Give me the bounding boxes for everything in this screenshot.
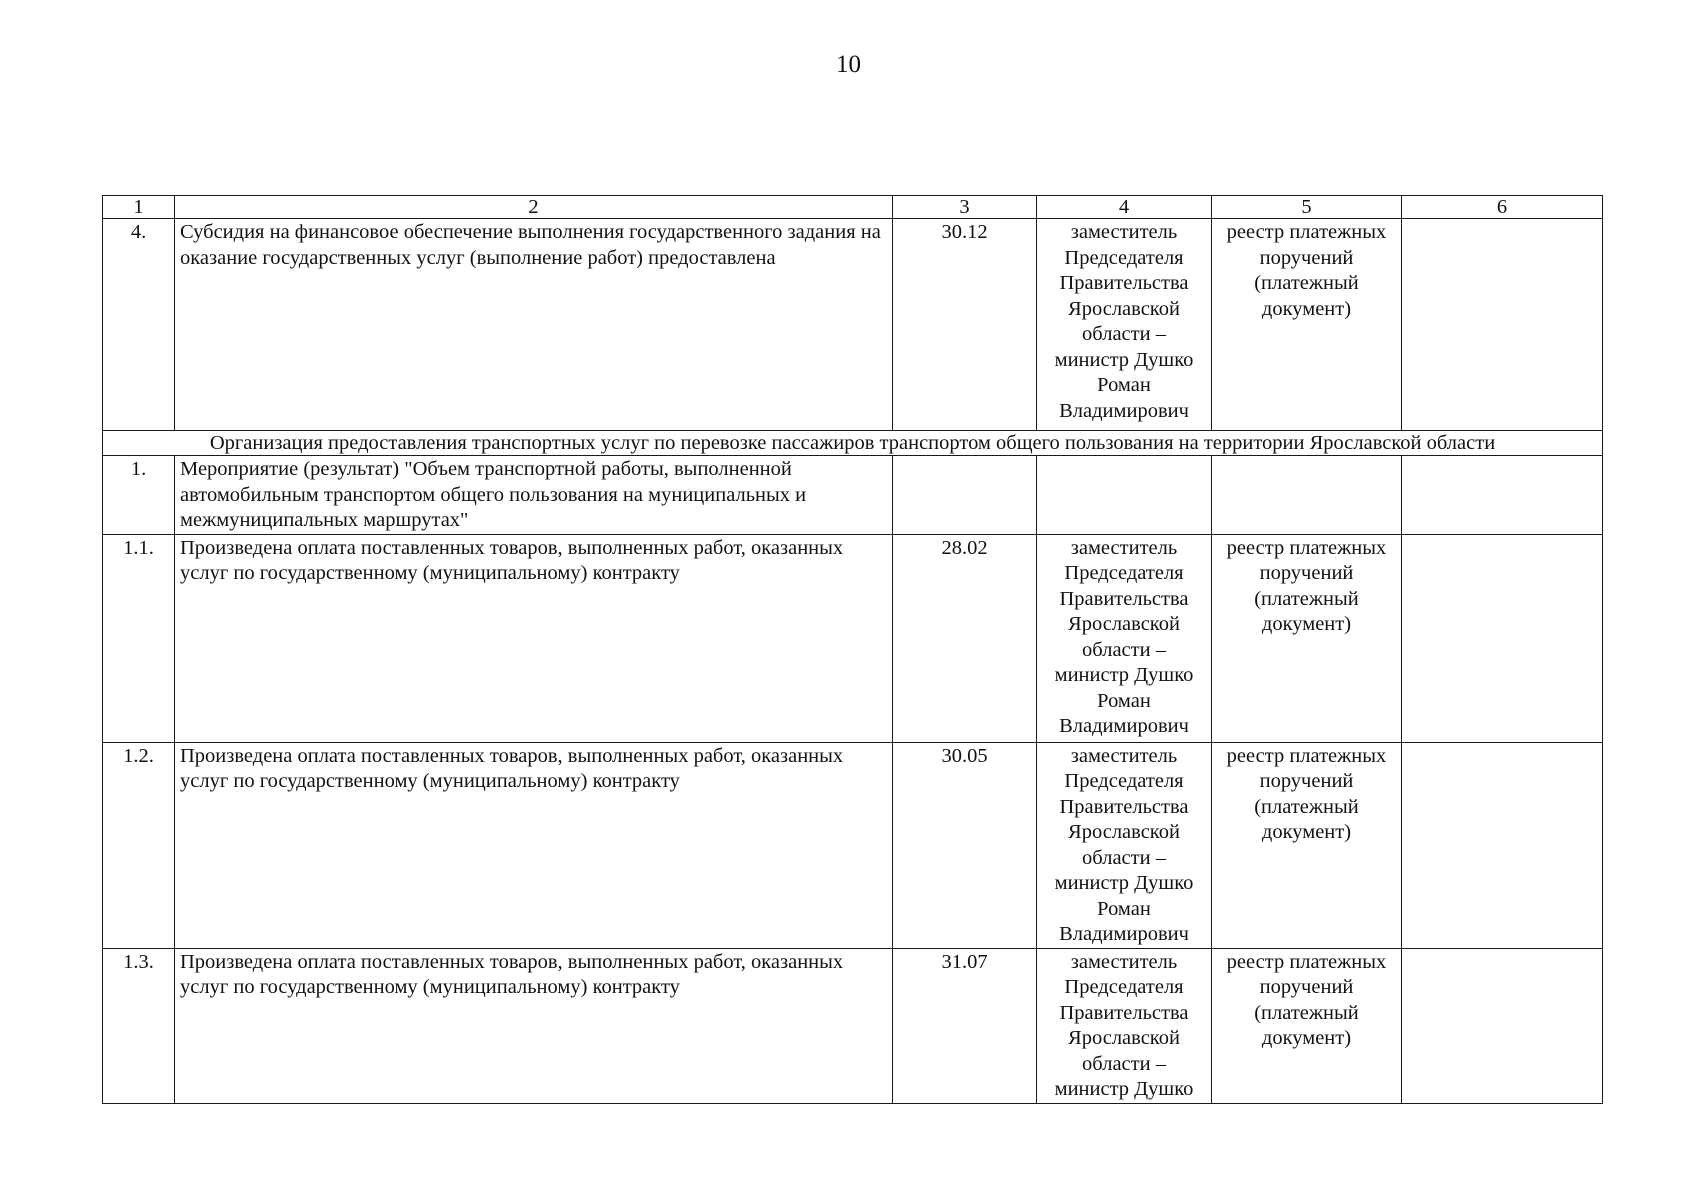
row-responsible-line: области – xyxy=(1082,323,1166,345)
section-row xyxy=(103,431,1603,456)
row-extra-cell xyxy=(1402,534,1603,742)
row-description-cell: Произведена оплата поставленных товаров, выполненных работ, оказанных услуг по государственному (муниципальному) контракту xyxy=(175,534,893,742)
row-number-cell: 4. xyxy=(103,219,175,431)
row-responsible-line: заместитель xyxy=(1070,536,1178,559)
column-number-row xyxy=(103,196,1603,219)
row-document-line: (платежный xyxy=(1254,795,1359,818)
row-responsible-line: Правительства xyxy=(1059,587,1189,610)
row-responsible-line: Владимирович xyxy=(1059,399,1189,422)
row-extra-cell xyxy=(1402,948,1603,1103)
row-responsible-line: заместитель xyxy=(1070,950,1178,973)
row-document-cell xyxy=(1212,456,1402,535)
row-responsible-cell xyxy=(1037,219,1212,431)
row-document-line: реестр платежных xyxy=(1226,536,1387,559)
row-document-cell xyxy=(1212,742,1402,948)
column-number-header: 5 xyxy=(1212,196,1402,219)
row-number-cell: 1.1. xyxy=(103,534,175,742)
row-document-line: поручений xyxy=(1259,562,1354,584)
row-date-cell: 30.05 xyxy=(893,742,1037,948)
row-responsible-line: Председателя xyxy=(1064,246,1184,269)
column-number-header: 3 xyxy=(893,196,1037,219)
row-document-line: реестр платежных xyxy=(1226,950,1387,973)
row-document-line: поручений xyxy=(1259,246,1354,269)
plan-table xyxy=(102,195,1603,1104)
column-number-header: 4 xyxy=(1037,196,1212,219)
row-responsible-line: министр Душко xyxy=(1054,348,1194,371)
row-document-line: документ) xyxy=(1261,613,1352,635)
table-row xyxy=(103,534,1603,742)
row-document-cell xyxy=(1212,534,1402,742)
column-number-header: 6 xyxy=(1402,196,1603,219)
row-responsible-line: области – xyxy=(1082,846,1166,869)
column-number-header: 2 xyxy=(175,196,893,219)
row-description-cell: Мероприятие (результат) "Объем транспортной работы, выполненной автомобильным транспортом общего пользования на муниципальных и межмуниципальных маршрутах" xyxy=(175,456,893,535)
row-date-cell: 31.07 xyxy=(893,948,1037,1103)
row-document-line: (платежный xyxy=(1254,272,1359,294)
row-date-cell xyxy=(893,456,1037,535)
row-responsible-line: Ярославской xyxy=(1068,821,1180,843)
row-responsible-line: Роман xyxy=(1097,897,1151,920)
row-responsible-line: заместитель xyxy=(1070,744,1178,767)
row-responsible-line: Роман xyxy=(1097,374,1151,396)
row-number-cell: 1.2. xyxy=(103,742,175,948)
row-responsible-line: Правительства xyxy=(1059,272,1189,294)
row-responsible-line: Ярославской xyxy=(1068,297,1180,320)
row-description-cell: Произведена оплата поставленных товаров, выполненных работ, оказанных услуг по государственному (муниципальному) контракту xyxy=(175,742,893,948)
row-extra-cell xyxy=(1402,219,1603,431)
row-document-line: (платежный xyxy=(1254,587,1359,610)
row-responsible-line: министр Душко xyxy=(1054,872,1194,894)
row-responsible-line: области – xyxy=(1082,638,1166,661)
row-document-line: поручений xyxy=(1259,770,1354,792)
row-number-cell: 1. xyxy=(103,456,175,535)
row-responsible-cell xyxy=(1037,948,1212,1103)
row-responsible-line: Ярославской xyxy=(1068,613,1180,635)
row-extra-cell xyxy=(1402,456,1603,535)
row-responsible-line: Правительства xyxy=(1059,1001,1189,1024)
row-responsible-line: области – xyxy=(1082,1052,1166,1075)
table-row xyxy=(103,219,1603,431)
section-title: Организация предоставления транспортных услуг по перевозке пассажиров транспортом общего пользования на территории Ярославской области xyxy=(103,431,1603,456)
row-date-cell: 30.12 xyxy=(893,219,1037,431)
row-responsible-line: Председателя xyxy=(1064,770,1184,792)
row-responsible-line: заместитель xyxy=(1070,221,1178,243)
row-responsible-line: Председателя xyxy=(1064,562,1184,584)
row-responsible-line: Правительства xyxy=(1059,795,1189,818)
row-responsible-line: Ярославской xyxy=(1068,1027,1180,1049)
row-document-line: реестр платежных xyxy=(1226,744,1387,767)
row-extra-cell xyxy=(1402,742,1603,948)
row-document-line: документ) xyxy=(1261,821,1352,843)
row-responsible-line: Роман xyxy=(1097,689,1151,712)
row-responsible-line: Владимирович xyxy=(1059,923,1189,945)
row-document-line: документ) xyxy=(1261,297,1352,320)
row-responsible-cell xyxy=(1037,534,1212,742)
row-document-line: реестр платежных xyxy=(1226,221,1387,243)
row-number-cell: 1.3. xyxy=(103,948,175,1103)
row-description-cell: Произведена оплата поставленных товаров, выполненных работ, оказанных услуг по государственному (муниципальному) контракту xyxy=(175,948,893,1103)
row-responsible-cell xyxy=(1037,742,1212,948)
row-document-line: документ) xyxy=(1261,1027,1352,1049)
row-document-line: (платежный xyxy=(1254,1001,1359,1024)
table-row xyxy=(103,948,1603,1103)
row-responsible-line: министр Душко xyxy=(1054,1078,1194,1100)
row-responsible-line: Председателя xyxy=(1064,976,1184,998)
page-number: 10 xyxy=(836,51,861,78)
row-description-cell: Субсидия на финансовое обеспечение выполнения государственного задания на оказание государственных услуг (выполнение работ) предоставлена xyxy=(175,219,893,431)
table-row xyxy=(103,456,1603,535)
row-responsible-line: Владимирович xyxy=(1059,715,1189,737)
column-number-header: 1 xyxy=(103,196,175,219)
row-document-cell xyxy=(1212,948,1402,1103)
row-responsible-cell xyxy=(1037,456,1212,535)
row-date-cell: 28.02 xyxy=(893,534,1037,742)
row-responsible-line: министр Душко xyxy=(1054,664,1194,686)
table-row xyxy=(103,742,1603,948)
row-document-line: поручений xyxy=(1259,976,1354,998)
row-document-cell xyxy=(1212,219,1402,431)
